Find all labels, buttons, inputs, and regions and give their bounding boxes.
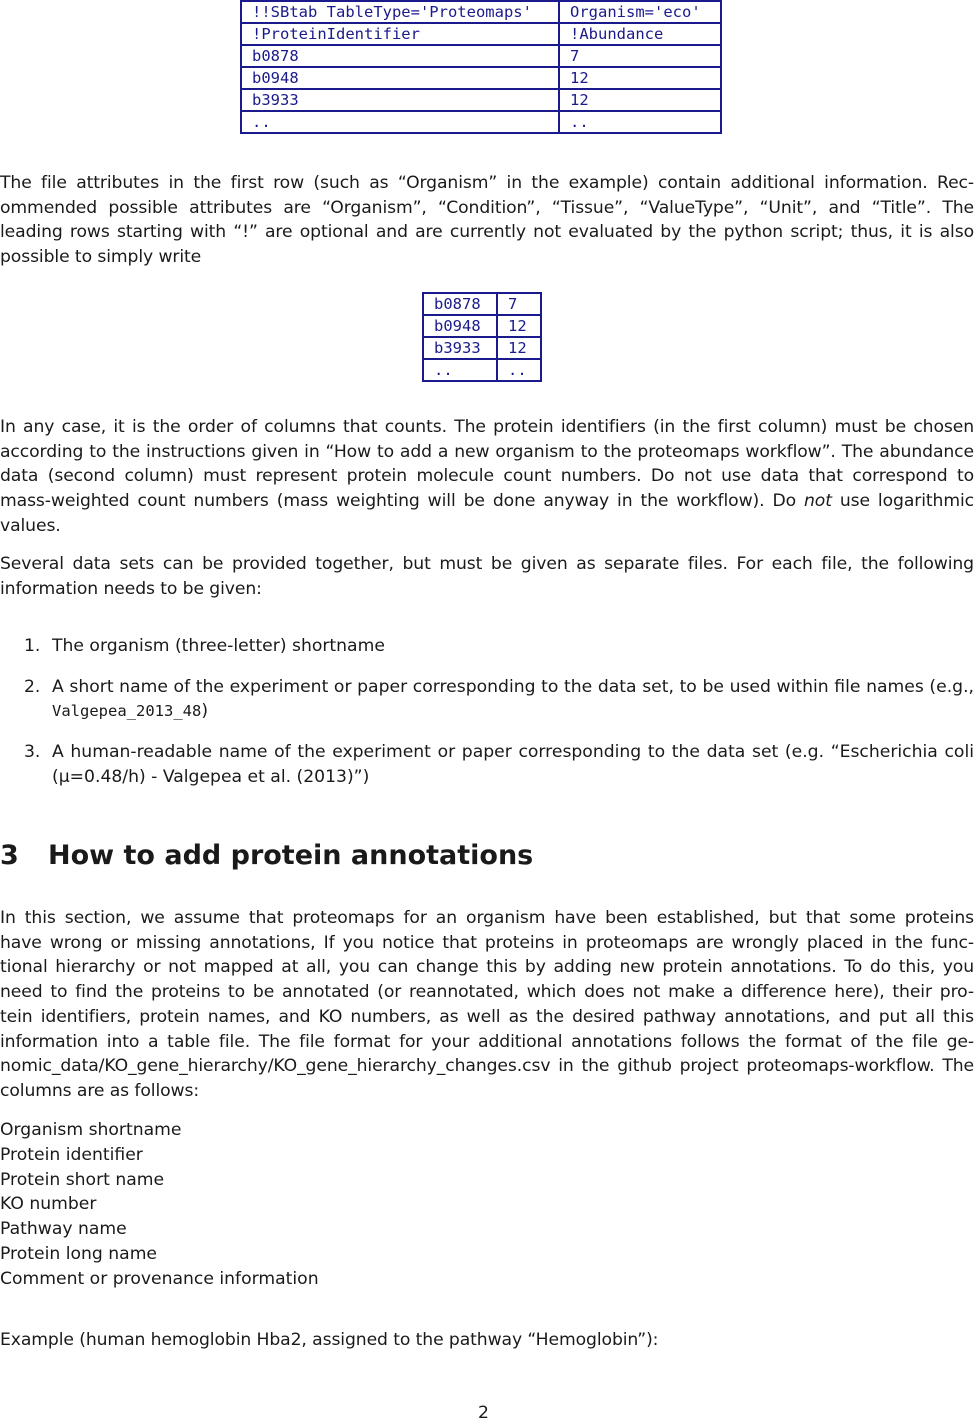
- table-row: [423, 359, 541, 381]
- text-line: have wrong or missing annotations, If you notice that proteins in proteomaps are wrongly placed in the func-: [0, 932, 974, 953]
- list-item: KO number: [0, 1194, 97, 1215]
- list-marker: 2.: [24, 676, 41, 697]
- text-line: columns are as follows:: [0, 1080, 200, 1101]
- page-number: 2: [478, 1403, 489, 1423]
- list-item: Protein long name: [0, 1243, 158, 1264]
- list-item-text: The organism (three-letter) shortname: [52, 636, 385, 656]
- text-line: The file attributes in the first row (such as “Organism” in the example) contain additional information. Rec-: [0, 173, 974, 193]
- text-line: according to the instructions given in “How to add a new organism to the proteomaps workflow”. The abundance: [0, 441, 974, 462]
- list-item: Pathway name: [0, 1219, 127, 1240]
- text-segment: mass-weighted count numbers (mass weighting will be done anyway in the workflow). Do: [0, 491, 797, 512]
- text-line: information needs to be given:: [0, 578, 262, 599]
- paragraph-column-order: [0, 415, 974, 539]
- table-cell: ..: [241, 111, 559, 133]
- simple-table: [422, 292, 542, 382]
- text-line: possible to simply write: [0, 247, 202, 268]
- text-line: [52, 699, 974, 724]
- table-cell: !Abundance: [559, 23, 721, 45]
- text-line: need to find the proteins to be annotated (or reannotated, which does not make a difference here), their pro-: [0, 982, 974, 1003]
- table-cell: 7: [559, 45, 721, 67]
- text-line: [0, 489, 974, 514]
- table-row: [241, 1, 721, 23]
- text-segment: use logarithmic: [839, 491, 974, 512]
- text-line: In this section, we assume that proteomaps for an organism have been established, but that some proteins: [0, 908, 974, 928]
- column-list: [0, 1118, 319, 1292]
- table-cell: 12: [497, 315, 541, 337]
- list-item: Organism shortname: [0, 1120, 182, 1140]
- text-line: data (second column) must represent protein molecule count numbers. Do not use data that correspond to: [0, 466, 974, 487]
- table-row: [423, 337, 541, 359]
- sbtab-example-table: [240, 0, 722, 134]
- table-row: [241, 23, 721, 45]
- list-item: Protein identifier: [0, 1144, 143, 1165]
- text-line: ommended possible attributes are “Organism”, “Condition”, “Tissue”, “ValueType”, “Unit”, and “Title”. The: [0, 197, 974, 218]
- emphasis-text: not: [804, 491, 832, 512]
- text-line: (μ=0.48/h) - Valgepea et al. (2013)”): [52, 766, 370, 787]
- list-marker: 1.: [24, 636, 41, 656]
- table-cell: 12: [559, 89, 721, 111]
- table-row: [241, 67, 721, 89]
- text-line: tional hierarchy or not mapped at all, you can change this by adding new protein annotations. To do this, you: [0, 957, 974, 978]
- list-item: [0, 740, 974, 789]
- table-cell: b3933: [241, 89, 559, 111]
- table-row: [241, 89, 721, 111]
- text-segment: ): [201, 701, 209, 722]
- table-cell: ..: [497, 359, 541, 381]
- list-item: Protein short name: [0, 1169, 165, 1190]
- table-cell: 12: [497, 337, 541, 359]
- table-cell: ..: [423, 359, 497, 381]
- text-line: Example (human hemoglobin Hba2, assigned to the pathway “Hemoglobin”):: [0, 1330, 659, 1350]
- section-heading: [0, 840, 533, 871]
- table-cell: b0878: [241, 45, 559, 67]
- table-cell: !!SBtab TableType='Proteomaps': [241, 1, 559, 23]
- list-item-text: A short name of the experiment or paper corresponding to the data set, to be used within file names (e.g.,: [52, 676, 974, 697]
- table-row: [423, 293, 541, 315]
- example-caption: [0, 1328, 974, 1353]
- table-cell: b0948: [241, 67, 559, 89]
- table-row: [241, 45, 721, 67]
- code-text: Valgepea_2013_48: [52, 702, 202, 721]
- table-cell: b0948: [423, 315, 497, 337]
- text-line: leading rows starting with “!” are optional and are currently not evaluated by the python script; thus, it is also: [0, 222, 974, 243]
- section-title: How to add protein annotations: [48, 840, 534, 871]
- text-line: tein identifiers, protein names, and KO numbers, as well as the desired pathway annotations, and put all this: [0, 1006, 974, 1027]
- text-line: information into a table file. The file format for your additional annotations follows the format of the file ge-: [0, 1031, 974, 1052]
- list-marker: 3.: [24, 742, 41, 763]
- text-line: Several data sets can be provided together, but must be given as separate files. For each file, the following: [0, 554, 974, 574]
- table-cell: ..: [559, 111, 721, 133]
- table-row: [241, 111, 721, 133]
- text-line: nomic_data/KO_gene_hierarchy/KO_gene_hierarchy_changes.csv in the github project proteomaps-workflow. The: [0, 1056, 974, 1077]
- table-row: [423, 315, 541, 337]
- list-item-text: A human-readable name of the experiment or paper corresponding to the data set (e.g. “Escherichia coli: [52, 742, 974, 763]
- required-info-list: [0, 634, 974, 806]
- list-item: [0, 675, 974, 724]
- table-cell: b0878: [423, 293, 497, 315]
- paragraph-annotations: [0, 906, 974, 1104]
- table-cell: !ProteinIdentifier: [241, 23, 559, 45]
- table-cell: Organism='eco': [559, 1, 721, 23]
- list-item: [0, 634, 974, 659]
- table-cell: 12: [559, 67, 721, 89]
- text-line: In any case, it is the order of columns that counts. The protein identifiers (in the first column) must be chosen: [0, 417, 974, 437]
- text-line: values.: [0, 515, 61, 536]
- paragraph-file-attributes: [0, 171, 974, 270]
- table-cell: 7: [497, 293, 541, 315]
- table-cell: b3933: [423, 337, 497, 359]
- list-item: Comment or provenance information: [0, 1268, 319, 1289]
- paragraph-data-sets: [0, 552, 974, 601]
- section-number: 3: [0, 840, 19, 871]
